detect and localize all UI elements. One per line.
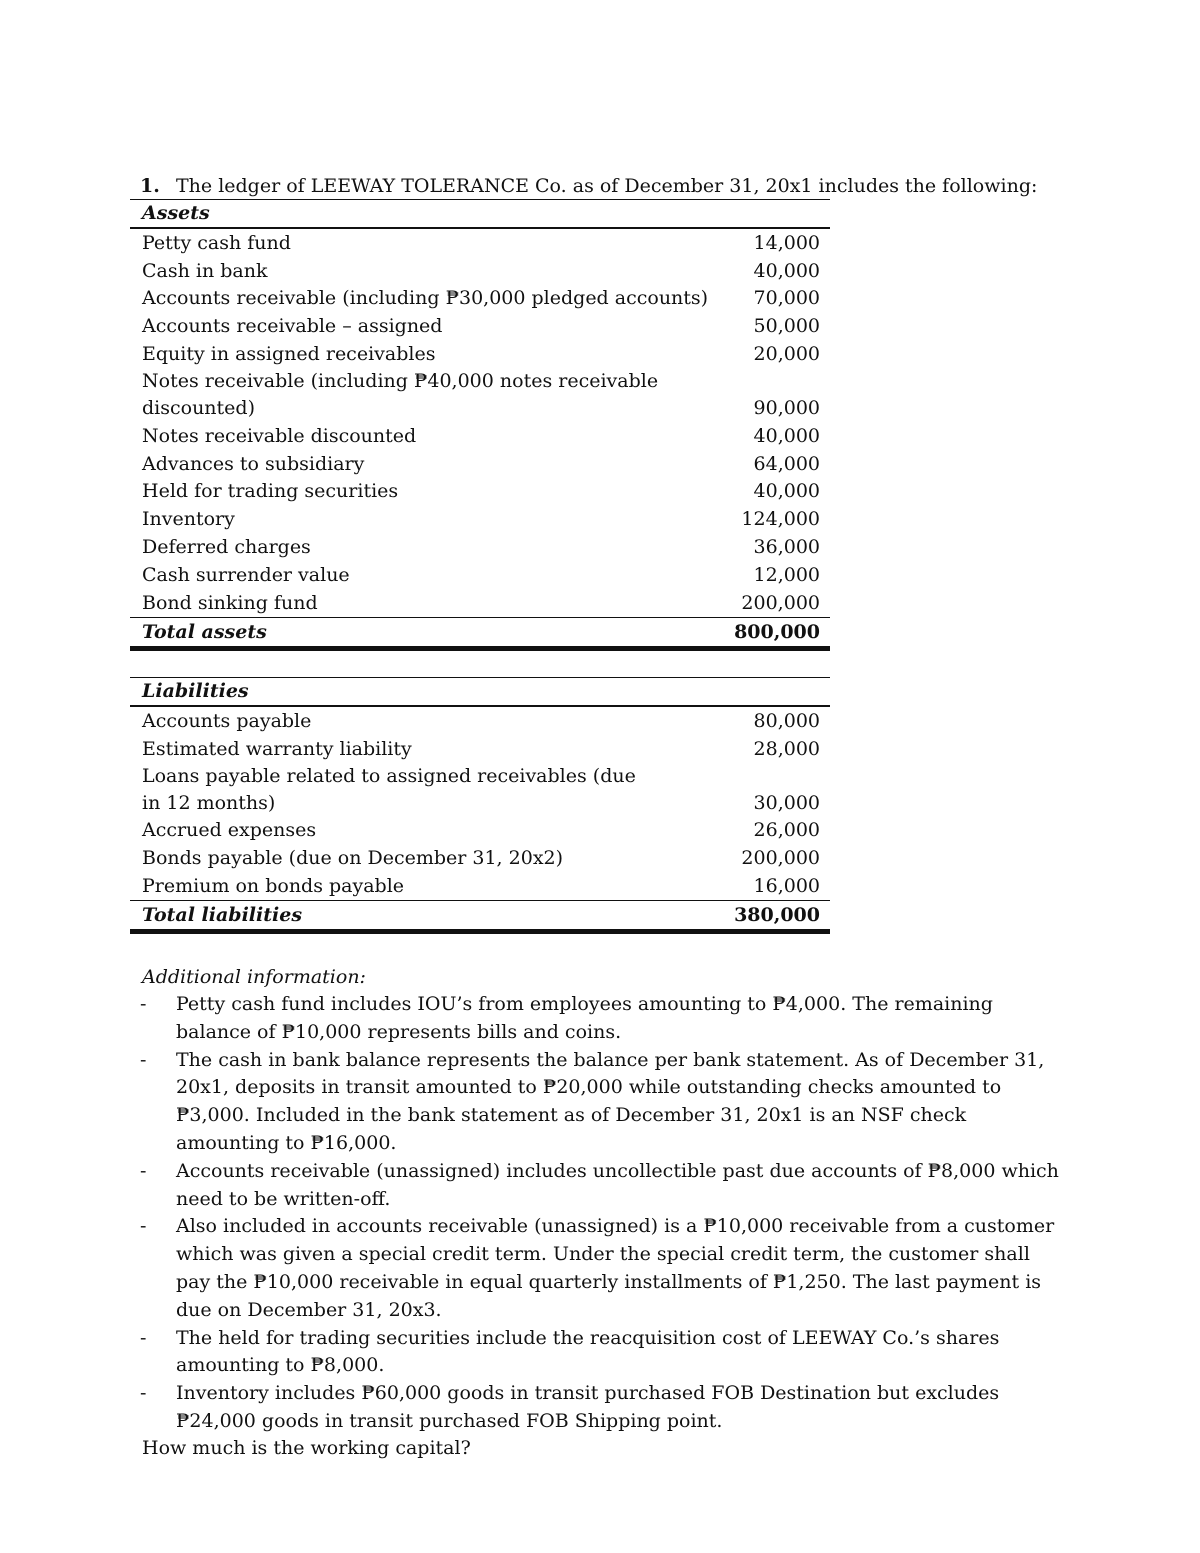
row-label: Inventory	[142, 508, 235, 531]
bullet-dash: -	[140, 1048, 147, 1071]
table-row	[130, 422, 830, 450]
total-assets-label: Total assets	[130, 617, 718, 648]
table-row	[130, 340, 830, 368]
row-label: Advances to subsidiary	[142, 452, 365, 475]
row-amount: 200,000	[718, 589, 830, 617]
row-amount: 40,000	[753, 480, 820, 503]
list-item-text: Accounts receivable (unassigned) includes uncollectible past due accounts of ₱8,000 which need to be written-off.	[176, 1159, 1059, 1210]
row-amount: 40,000	[753, 259, 820, 282]
row-label: Petty cash fund	[142, 231, 291, 254]
table-row	[130, 450, 830, 478]
bullet-dash: -	[140, 993, 147, 1015]
row-label: Loans payable related to assigned receivables (due in 12 months)	[142, 764, 636, 814]
table-row	[130, 706, 830, 735]
list-item-text: The cash in bank balance represents the balance per bank statement. As of December 31, 20x1, deposits in transit amounted to ₱20,000 while outstanding checks amounted to ₱3,000. Included in the bank statement as of December 31, 20x1 is an NSF check amounting to ₱16,000.	[176, 1048, 1045, 1154]
row-amount: 50,000	[753, 315, 820, 338]
list-item	[140, 1380, 1070, 1436]
additional-info-list	[140, 991, 1070, 1436]
table-row	[130, 228, 830, 257]
list-item-text: The held for trading securities include the reacquisition cost of LEEWAY Co.’s shares amounting to ₱8,000.	[176, 1326, 1000, 1377]
table-row	[130, 505, 830, 533]
row-amount: 26,000	[753, 819, 820, 842]
table-row	[130, 763, 830, 817]
row-label: Cash in bank	[142, 259, 268, 282]
row-label: Bonds payable (due on December 31, 20x2)	[142, 847, 564, 870]
working-capital-question: How much is the working capital?	[142, 1437, 471, 1459]
table-row	[130, 817, 830, 845]
question-text: The ledger of LEEWAY TOLERANCE Co. as of December 31, 20x1 includes the following:	[176, 175, 1038, 197]
row-amount: 70,000	[753, 287, 820, 310]
table-row	[130, 589, 830, 617]
table-row	[130, 257, 830, 285]
assets-heading: Assets	[130, 200, 830, 229]
assets-total-row	[130, 617, 830, 648]
row-label: Accounts payable	[142, 709, 312, 732]
row-amount: 16,000	[669, 872, 830, 900]
row-label: Accounts receivable (including ₱30,000 pledged accounts)	[142, 287, 709, 310]
liabilities-total-row	[130, 900, 830, 931]
row-amount: 12,000	[753, 563, 820, 586]
row-label: Premium on bonds payable	[130, 872, 669, 900]
assets-table	[130, 199, 830, 651]
question-number: 1.	[140, 175, 160, 197]
row-label: Bond sinking fund	[130, 589, 718, 617]
row-amount: 20,000	[753, 342, 820, 365]
row-label: Accrued expenses	[142, 819, 317, 842]
table-row	[130, 533, 830, 561]
row-amount: 80,000	[753, 709, 820, 732]
total-liabilities-amount: 380,000	[669, 900, 830, 931]
list-item	[140, 1325, 1070, 1381]
list-item-text: Also included in accounts receivable (unassigned) is a ₱10,000 receivable from a customer which was given a special credit term. Under the special credit term, the customer shall pay the ₱10,000 receivable in equal quarterly installments of ₱1,250. The last payment is due on December 31, 20x3.	[176, 1215, 1055, 1321]
row-label: Accounts receivable – assigned	[142, 315, 443, 338]
row-label: Estimated warranty liability	[142, 737, 412, 760]
row-label: Deferred charges	[142, 535, 311, 558]
bullet-dash: -	[140, 1326, 147, 1349]
row-label: Notes receivable discounted	[142, 424, 417, 447]
total-liabilities-label: Total liabilities	[130, 900, 669, 931]
table-row	[130, 561, 830, 589]
list-item	[140, 1213, 1070, 1324]
table-row	[130, 872, 830, 900]
row-amount: 14,000	[753, 231, 820, 254]
row-amount: 36,000	[753, 535, 820, 558]
row-amount: 200,000	[741, 847, 820, 870]
table-row	[130, 285, 830, 313]
table-row	[130, 735, 830, 763]
liabilities-table	[130, 677, 830, 934]
table-row	[130, 312, 830, 340]
row-amount: 124,000	[741, 508, 820, 531]
bullet-dash: -	[140, 1215, 147, 1238]
total-assets-amount: 800,000	[718, 617, 830, 648]
row-amount: 64,000	[753, 452, 820, 475]
row-label: Held for trading securities	[142, 480, 399, 503]
list-item-text: Petty cash fund includes IOU’s from employees amounting to ₱4,000. The remaining balance of ₱10,000 represents bills and coins.	[176, 993, 993, 1043]
question-heading	[140, 172, 1040, 200]
list-item	[140, 1158, 1070, 1214]
additional-info-heading: Additional information:	[142, 966, 366, 988]
row-amount: 90,000	[753, 396, 820, 419]
row-label: Notes receivable (including ₱40,000 notes receivable discounted)	[142, 369, 659, 419]
table-row	[130, 478, 830, 506]
list-item-text: Inventory includes ₱60,000 goods in transit purchased FOB Destination but excludes ₱24,000 goods in transit purchased FOB Shipping point.	[176, 1382, 1000, 1432]
table-row	[130, 844, 830, 872]
liabilities-heading: Liabilities	[130, 678, 830, 707]
table-row	[130, 368, 830, 422]
row-label: Equity in assigned receivables	[142, 342, 436, 365]
row-label: Cash surrender value	[142, 563, 350, 586]
row-amount: 28,000	[753, 737, 820, 760]
list-item	[140, 991, 1070, 1047]
list-item	[140, 1047, 1070, 1158]
liabilities-heading-row	[130, 678, 830, 707]
bullet-dash: -	[140, 1159, 147, 1182]
row-amount: 30,000	[753, 791, 820, 814]
row-amount: 40,000	[753, 424, 820, 447]
bullet-dash: -	[140, 1382, 147, 1405]
assets-heading-row	[130, 200, 830, 229]
